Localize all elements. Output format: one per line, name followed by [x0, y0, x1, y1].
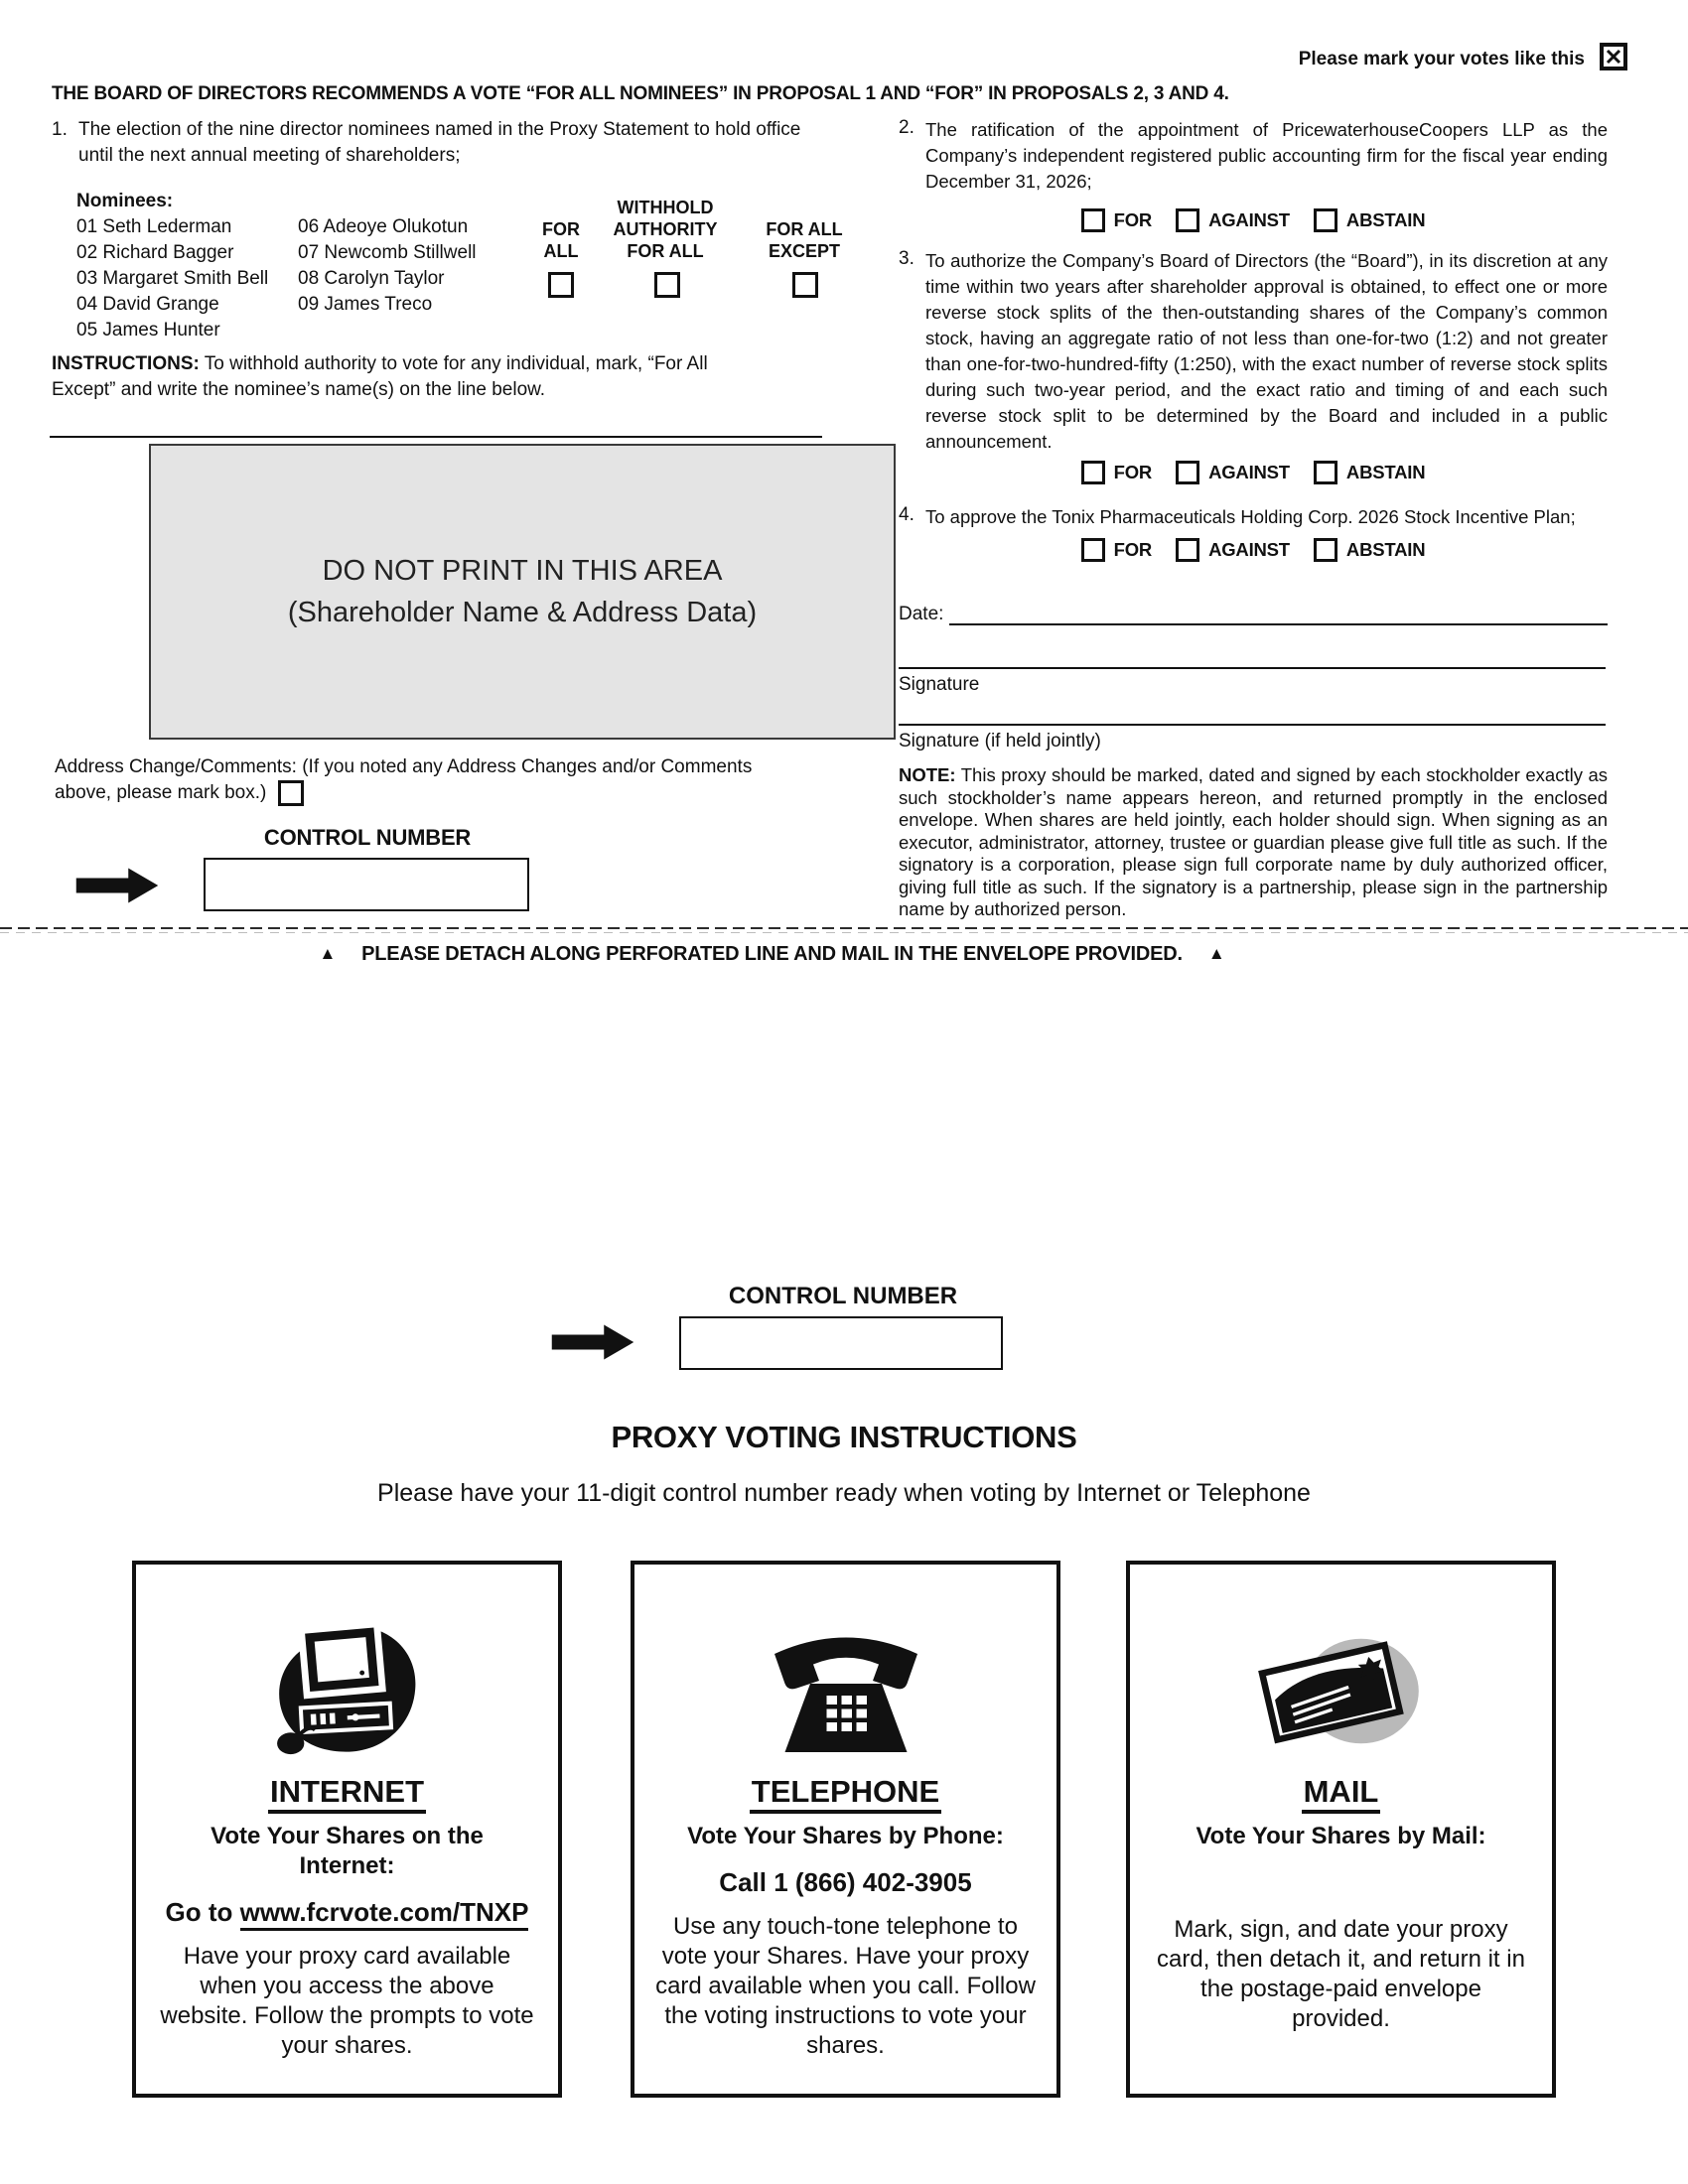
- against-label: AGAINST: [1208, 539, 1290, 560]
- against-label: AGAINST: [1208, 209, 1290, 230]
- proposal-4-against-checkbox[interactable]: [1176, 538, 1199, 562]
- proposal-4-abstain-checkbox[interactable]: [1314, 538, 1337, 562]
- proposal-3-number: 3.: [899, 248, 914, 269]
- checkbox-for-all[interactable]: [548, 272, 574, 298]
- internet-heading: INTERNET: [268, 1775, 426, 1814]
- date-input-line[interactable]: [949, 604, 1608, 625]
- mail-subheading: Vote Your Shares by Mail:: [1196, 1823, 1486, 1849]
- instructions-label: INSTRUCTIONS:: [52, 353, 200, 374]
- nominee-08: 08 Carolyn Taylor: [298, 268, 445, 289]
- mail-body: Mark, sign, and date your proxy card, then detach it, and return it in the postage-paid envelope provided.: [1157, 1916, 1525, 2032]
- nominee-01: 01 Seth Lederman: [76, 216, 232, 237]
- perforation-line-shadow: [0, 932, 1688, 933]
- abstain-label: ABSTAIN: [1345, 462, 1426, 482]
- mail-heading: MAIL: [1302, 1775, 1381, 1814]
- nominees-label: Nominees:: [76, 191, 174, 211]
- proposal-1-text: The election of the nine director nominees named in the Proxy Statement to hold office until the next annual meeting of shareholders;: [78, 119, 801, 166]
- instructions-text: To withhold authority to vote for any individual, mark, “For All Except” and write the nominee’s name(s) on the line below.: [52, 353, 708, 400]
- proposal-4: [899, 504, 1608, 530]
- for-label: FOR: [1113, 539, 1153, 560]
- proposal-3-vote-row: [899, 461, 1608, 484]
- checkbox-withhold-authority[interactable]: [654, 272, 680, 298]
- for-all-except-write-in-line[interactable]: [50, 436, 822, 438]
- telephone-voting-box: [631, 1561, 1060, 2098]
- triangle-up-icon: ▲: [1207, 944, 1225, 963]
- go-to-label: Go to: [165, 1897, 240, 1927]
- proposal-2-abstain-checkbox[interactable]: [1314, 208, 1337, 232]
- mark-votes-instruction: [1299, 42, 1628, 77]
- address-change-checkbox[interactable]: [278, 780, 304, 806]
- withhold-instructions: [52, 351, 752, 403]
- note-label: NOTE:: [899, 764, 956, 785]
- internet-body: Have your proxy card available when you access the above website. Follow the prompts to vote your shares.: [160, 1943, 534, 2059]
- proposal-4-number: 4.: [899, 504, 914, 525]
- control-number-label: CONTROL NUMBER: [728, 1283, 958, 1309]
- control-number-label: CONTROL NUMBER: [263, 825, 472, 850]
- nominee-03: 03 Margaret Smith Bell: [76, 268, 269, 289]
- internet-subheading: Vote Your Shares on the Internet:: [211, 1823, 484, 1879]
- proposal-3-text: To authorize the Company’s Board of Directors (the “Board”), in its discretion at any time within two years after shareholder approval is obtained, to effect one or more reverse stock splits of the then-outstanding shares of the Company’s common stock, having an aggregate ratio of not less than one-for-two (1:2) and not greater than one-for-two-hundred-fifty (1:250), with the exact number of reverse stock splits during such two-year period, and the exact ratio and timing of and each such reverse stock split to be determined by the Board and included in a public announcement.: [925, 250, 1608, 452]
- envelope-icon: [1242, 1606, 1441, 1775]
- nominee-list-column-1: [76, 214, 268, 343]
- proposal-4-text: To approve the Tonix Pharmaceuticals Holding Corp. 2026 Stock Incentive Plan;: [925, 506, 1576, 527]
- vote-option-withhold-authority-label: WITHHOLD AUTHORITY FOR ALL: [613, 198, 718, 261]
- proposal-2-against-checkbox[interactable]: [1176, 208, 1199, 232]
- proposal-2-for-checkbox[interactable]: [1081, 208, 1105, 232]
- mail-voting-box: [1126, 1561, 1556, 2098]
- checkbox-for-all-except[interactable]: [792, 272, 818, 298]
- abstain-label: ABSTAIN: [1345, 209, 1426, 230]
- nominee-06: 06 Adeoye Olukotun: [298, 216, 469, 237]
- signature-label: Signature: [899, 674, 980, 695]
- computer-icon: [263, 1606, 432, 1775]
- board-recommendation: THE BOARD OF DIRECTORS RECOMMENDS A VOTE “FOR ALL NOMINEES” IN PROPOSAL 1 AND “FOR” IN PROPOSALS 2, 3 AND 4.: [52, 83, 1229, 104]
- for-label: FOR: [1113, 209, 1153, 230]
- signature-joint-label: Signature (if held jointly): [899, 731, 1101, 751]
- proposal-4-for-checkbox[interactable]: [1081, 538, 1105, 562]
- nominee-02: 02 Richard Bagger: [76, 242, 234, 263]
- telephone-subheading: Vote Your Shares by Phone:: [687, 1823, 1004, 1849]
- do-not-print-area: [149, 444, 896, 740]
- perforation-line: [0, 927, 1688, 929]
- proposal-2-text: The ratification of the appointment of PricewaterhouseCoopers LLP as the Company’s independent registered public accounting firm for the fiscal year ending December 31, 2026;: [925, 119, 1608, 192]
- internet-action: [166, 1897, 529, 1928]
- control-number-field[interactable]: [204, 858, 529, 911]
- page-title: PROXY VOTING INSTRUCTIONS: [611, 1420, 1077, 1454]
- date-row: [899, 604, 1608, 625]
- nominee-05: 05 James Hunter: [76, 320, 220, 341]
- vote-option-for-all-label: FOR ALL: [542, 219, 580, 261]
- internet-voting-box: [132, 1561, 562, 2098]
- proposal-3-against-checkbox[interactable]: [1176, 461, 1199, 484]
- proposal-1-number: 1.: [52, 119, 68, 140]
- against-label: AGAINST: [1208, 462, 1290, 482]
- vote-option-for-all-except-label: FOR ALL EXCEPT: [766, 219, 843, 261]
- signature-joint-line[interactable]: [899, 724, 1606, 726]
- proposal-4-vote-row: [899, 538, 1608, 562]
- telephone-icon: [757, 1606, 935, 1775]
- date-label: Date:: [899, 604, 944, 624]
- control-number-field[interactable]: [679, 1316, 1003, 1370]
- telephone-number[interactable]: Call 1 (866) 402-3905: [719, 1867, 972, 1897]
- x-marked-checkbox-icon: [1599, 42, 1628, 77]
- nominee-09: 09 James Treco: [298, 294, 433, 315]
- signature-line[interactable]: [899, 667, 1606, 669]
- note-text: This proxy should be marked, dated and signed by each stockholder exactly as such stockholder’s name appears hereon, and returned promptly in the enclosed envelope. When shares are held jointly, each holder should sign. When signing as an executor, administrator, attorney, trustee or guardian please give full title as such. If the signatory is a corporation, please sign full corporate name by duly authorized officer, giving full title as such. If the signatory is a partnership, please sign in the partnership name by authorized person.: [899, 764, 1609, 919]
- proposal-3-abstain-checkbox[interactable]: [1314, 461, 1337, 484]
- telephone-body: Use any touch-tone telephone to vote your Shares. Have your proxy card available when you call. Follow the voting instructions to vote your shares.: [655, 1913, 1036, 2059]
- abstain-label: ABSTAIN: [1345, 539, 1426, 560]
- mark-votes-label: Please mark your votes like this: [1298, 49, 1585, 69]
- detach-instruction: [0, 943, 1544, 966]
- proposal-2-number: 2.: [899, 117, 914, 138]
- arrow-right-icon: [530, 1322, 655, 1367]
- nominee-04: 04 David Grange: [76, 294, 219, 315]
- proposals-right-column: [899, 117, 1608, 921]
- do-not-print-line1: DO NOT PRINT IN THIS AREA: [322, 555, 723, 587]
- nominee-list-column-2: [298, 214, 477, 318]
- page-subtitle: Please have your 11-digit control number ready when voting by Internet or Telephone: [377, 1479, 1311, 1507]
- do-not-print-line2: (Shareholder Name & Address Data): [287, 597, 758, 628]
- proposal-3-for-checkbox[interactable]: [1081, 461, 1105, 484]
- triangle-up-icon: ▲: [319, 944, 337, 963]
- for-label: FOR: [1113, 462, 1153, 482]
- telephone-heading: TELEPHONE: [750, 1775, 941, 1814]
- nominee-07: 07 Newcomb Stillwell: [298, 242, 477, 263]
- proposal-2-vote-row: [899, 208, 1608, 232]
- voting-url-link[interactable]: www.fcrvote.com/TNXP: [240, 1897, 529, 1931]
- proposal-2: [899, 117, 1608, 195]
- address-change-section: [55, 754, 752, 806]
- arrow-right-icon: [52, 866, 183, 910]
- address-change-line1: Address Change/Comments: (If you noted any Address Changes and/or Comments: [55, 756, 753, 777]
- address-change-line2: above, please mark box.): [55, 782, 267, 803]
- proposal-3: [899, 248, 1608, 455]
- note-paragraph: [899, 764, 1608, 921]
- detach-text: PLEASE DETACH ALONG PERFORATED LINE AND MAIL IN THE ENVELOPE PROVIDED.: [361, 943, 1183, 965]
